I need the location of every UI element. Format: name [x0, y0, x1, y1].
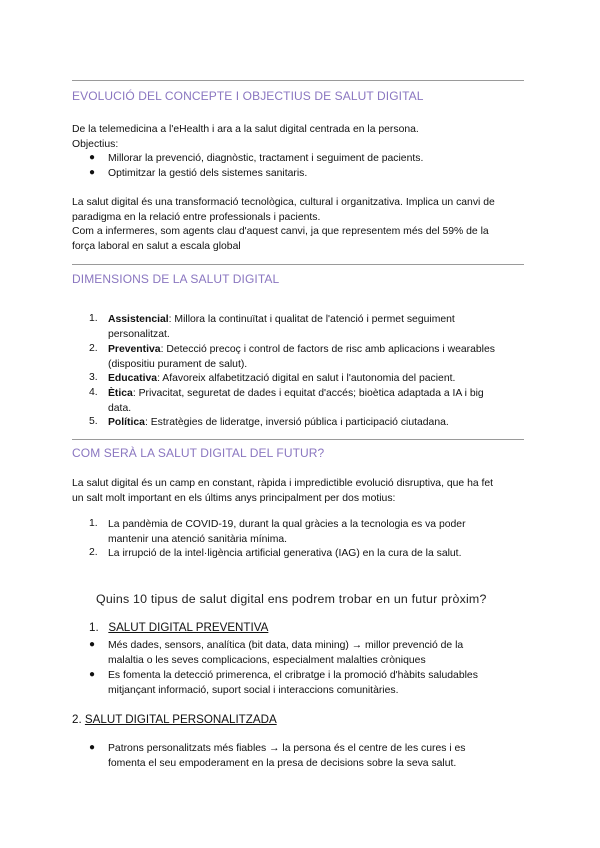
bullet-text-cont: mitjançant informació, suport social i interaccions comunitàries.: [108, 684, 399, 696]
dimension-term: Ètica: [108, 388, 133, 399]
list-number: 1.: [89, 518, 98, 529]
section-divider: [72, 439, 524, 440]
bullet-text: Es fomenta la detecció primerenca, el cribratge i la promoció d'hàbits saludables: [108, 670, 478, 681]
paragraph-line: paradigma en la relació entre professionals i pacients.: [72, 211, 321, 223]
section-heading-dimensions: DIMENSIONS DE LA SALUT DIGITAL: [72, 272, 280, 286]
reason-item-iag: [108, 547, 528, 562]
section-divider: [72, 80, 524, 81]
objective-item: Millorar la prevenció, diagnòstic, tractament i seguiment de pacients.: [108, 153, 424, 164]
transformation-paragraph: [72, 196, 528, 254]
section-divider: [72, 264, 524, 265]
type-number: 1.: [89, 621, 99, 634]
bullet-text: Més dades, sensors, analítica (bit data, data mining) → millor prevenció de la: [108, 640, 464, 651]
list-number: 2.: [89, 343, 98, 354]
dimension-term: Educativa: [108, 373, 158, 384]
list-number: 5.: [89, 416, 98, 427]
reason-text-cont: mantenir una atenció sanitària mínima.: [108, 533, 288, 545]
reason-text: La pandèmia de COVID-19, durant la qual gràcies a la tecnologia es va poder: [108, 519, 466, 530]
future-paragraph: [72, 477, 528, 506]
dimension-desc: : Estratègies de lideratge, inversió pública i participació ciutadana.: [144, 417, 449, 428]
bullet-glyph: ●: [89, 669, 96, 680]
type-title: SALUT DIGITAL PREVENTIVA: [108, 621, 269, 634]
bullet-text-cont: malaltia o les seves complicacions, especialment malalties cròniques: [108, 654, 426, 666]
dimension-item-preventiva: [108, 343, 528, 372]
paragraph-line: La salut digital és un camp en constant, ràpida i impredictible evolució disruptiva, que ha fet: [72, 478, 494, 489]
type-heading-preventiva: [89, 621, 268, 634]
intro-text: De la telemedicina a l'eHealth i ara a la salut digital centrada en la persona.: [72, 124, 419, 135]
type-title: SALUT DIGITAL PERSONALITZADA: [84, 713, 277, 726]
dimension-item-assistencial: [108, 313, 528, 342]
type-heading-personalitzada: [72, 713, 277, 726]
list-number: 2.: [89, 547, 98, 558]
dimension-term: Preventiva: [108, 344, 161, 355]
bullet-text: Patrons personalitzats més fiables → la persona és el centre de les cures i es: [108, 743, 466, 754]
dimension-item-politica: [108, 416, 528, 431]
dimension-desc: : Privacitat, seguretat de dades i equitat d'accés; bioètica adaptada a IA i big: [132, 388, 484, 399]
list-number: 4.: [89, 387, 98, 398]
bullet-text-cont: fomenta el seu empoderament en la presa de decisions sobre la seva salut.: [108, 757, 457, 769]
reason-text: La irrupció de la intel·ligència artificial generativa (IAG) en la cura de la salut.: [108, 548, 462, 559]
intro-paragraph: [72, 123, 528, 152]
list-number: 3.: [89, 372, 98, 383]
paragraph-line: força laboral en salut a escala global: [72, 240, 241, 252]
dimension-term: Assistencial: [108, 314, 169, 325]
dimension-desc-cont: data.: [108, 402, 132, 414]
section-heading-future: COM SERÀ LA SALUT DIGITAL DEL FUTUR?: [72, 446, 325, 460]
dimension-desc: : Millora la continuïtat i qualitat de l'atenció i permet seguiment: [168, 314, 455, 325]
dimension-item-educativa: [108, 372, 528, 387]
future-types-question: Quins 10 tipus de salut digital ens podrem trobar en un futur pròxim?: [96, 592, 487, 606]
dimension-item-etica: [108, 387, 528, 416]
paragraph-line: un salt molt important en els últims anys principalment per dos motius:: [72, 492, 396, 504]
dimension-desc-cont: personalitzat.: [108, 328, 170, 340]
dimension-desc: : Afavoreix alfabetització digital en salut i l'autonomia del pacient.: [157, 373, 456, 384]
type-bullet: [108, 742, 528, 771]
paragraph-line: La salut digital és una transformació tecnològica, cultural i organitzativa. Implica un canvi de: [72, 197, 495, 208]
dimension-term: Política: [108, 417, 145, 428]
bullet-glyph: ●: [89, 742, 96, 753]
dimension-desc-cont: (dispositiu purament de salut).: [108, 358, 248, 370]
type-bullet: [108, 639, 528, 668]
section-heading-evolution: EVOLUCIÓ DEL CONCEPTE I OBJECTIUS DE SALUT DIGITAL: [72, 89, 424, 103]
reason-item-pandemic: [108, 518, 528, 547]
list-number: 1.: [89, 313, 98, 324]
paragraph-line: Com a infermeres, som agents clau d'aquest canvi, ja que representem més del 59% de la: [72, 226, 489, 237]
bullet-glyph: ●: [89, 167, 96, 178]
objectives-label: Objectius:: [72, 138, 119, 150]
dimension-desc: : Detecció precoç i control de factors de risc amb aplicacions i wearables: [160, 344, 495, 355]
objective-item: Optimitzar la gestió dels sistemes sanitaris.: [108, 168, 308, 179]
type-number: 2.: [72, 713, 82, 726]
bullet-glyph: ●: [89, 152, 96, 163]
bullet-glyph: ●: [89, 639, 96, 650]
type-bullet: [108, 669, 528, 698]
